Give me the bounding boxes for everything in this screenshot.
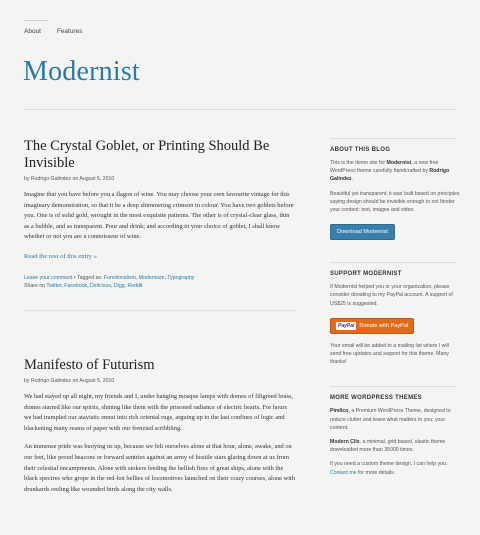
widget-text: Your email will be added to a mailing list where I will send free updates and support for this theme. Many thanks! — [330, 342, 449, 366]
post-separator — [24, 310, 296, 311]
site-title[interactable]: Modernist — [23, 56, 140, 87]
share-twitter[interactable]: Twitter — [46, 282, 62, 289]
share-digg[interactable]: Digg — [113, 282, 125, 289]
sidebar — [330, 138, 460, 483]
tagged-label: • Tagged as: — [72, 274, 104, 281]
paypal-logo-icon: PayPal — [338, 322, 355, 329]
post-byline: by Rodrigo Galindez on August 5, 2010 — [24, 176, 115, 182]
leave-comment-link[interactable]: Leave your comment — [24, 274, 73, 281]
share-reddit[interactable]: Reddit — [127, 282, 143, 289]
share-facebook[interactable]: Facebook — [64, 282, 88, 289]
post-title[interactable]: The Crystal Goblet, or Printing Should Be Invisible — [24, 138, 270, 171]
tag-functionalism[interactable]: Functionalism — [103, 274, 136, 281]
widget-text: Beautiful yet transparent, it was built based on principles saying design should be invisible enough to not hinder your content: text, images and video. — [330, 190, 460, 214]
post-manifesto-futurism — [24, 357, 296, 503]
theme-modern-clix: Modern Clix, a minimal, grid based, elastic theme downloaded more than 35000 times. — [330, 439, 446, 454]
widget-divider — [330, 386, 456, 387]
widget-heading: ABOUT THIS BLOG — [330, 147, 391, 153]
widget-heading: MORE WORDPRESS THEMES — [330, 395, 422, 402]
pimlico-link[interactable]: Pimlico — [330, 408, 349, 415]
widget-text: This is the demo site for Modernist, a new free WordPress theme carefully handcrafted by Rodrigo Galindez. — [330, 160, 450, 183]
top-rule — [24, 20, 48, 21]
widget-divider — [330, 138, 456, 139]
post-paragraph: An immense pride was buoying us up, because we felt ourselves alone at that hour, alone, awake, and on our feet, like proud beacons or forward sentries against an army of hostile stars glaring down at us from their celestial encampments. Alone with stokers feeding the hellish fires of great ships, alone with the black spectres who grope in the red-hot bellies of locomotives launched on their crazy courses, alone with drunkards reeling like wounded birds along the city walls. — [24, 443, 295, 493]
post-paragraph: We had stayed up all night, my friends and I, under hanging mosque lamps with domes of filigreed brass, domes starred like our spirits, shining like them with the prisoned radiance of electric hearts. For hours we had trampled our atavistic ennui into rich oriental rugs, arguing up to the last confines of logic and blackening many reams of paper with our frenzied scribbling. — [24, 393, 294, 432]
tag-typography[interactable]: Typography — [167, 274, 195, 281]
post-title[interactable]: Manifesto of Futurism — [24, 357, 155, 373]
donate-paypal-button[interactable] — [330, 318, 414, 334]
custom-design-text: If you need a custom theme design, I can help you. Contact me for more details. — [330, 461, 448, 476]
widget-about — [330, 138, 460, 240]
share-label: Share on — [24, 282, 47, 289]
share-delicious[interactable]: Delicious — [89, 282, 112, 289]
post-crystal-goblet — [24, 138, 296, 311]
tag-modernism[interactable]: Modernism — [138, 274, 165, 281]
read-more-link[interactable]: Read the rest of this entry » — [24, 252, 97, 260]
post-meta: Leave your comment • Tagged as: Functionalism, Modernism, Typography Share on Twitter, Facebook, Delicious, Digg, Reddit — [24, 274, 195, 289]
header-divider — [24, 109, 456, 110]
donate-label: Donate with PayPal — [359, 322, 409, 329]
nav-about-link[interactable]: About — [24, 28, 41, 35]
widget-support — [330, 262, 460, 366]
widget-heading: SUPPORT MODERNIST — [330, 271, 402, 278]
widget-divider — [330, 262, 456, 263]
contact-me-link[interactable]: Contact me — [330, 469, 357, 476]
nav-features-link[interactable]: Features — [56, 28, 83, 35]
post-paragraph: Imagine that you have before you a flagon of wine. You may choose your own favourite vintage for this imaginary demonstration, so that it be a deep shimmering crimson in colour. You have two goblets before you. One is of solid gold, wrought in the most exquisite patterns. The other is of crystal-clear glass, thin as a bubble, and as transparent. Pour and drink; and according to your choice of goblet, I shall know whether or not you are a connoisseur of wine. — [24, 191, 294, 241]
widget-more-themes — [330, 386, 460, 476]
main-nav — [24, 28, 96, 35]
theme-pimlico: Pimlico, a Premium WordPress Theme, designed to reduce clutter and leave what matters to you: your content. — [330, 408, 451, 431]
download-modernist-button[interactable]: Download Modernist — [330, 224, 395, 240]
modern-clix-link[interactable]: Modern Clix — [330, 439, 360, 446]
widget-text: If Modernist helped you or your organization, please consider donating to my PayPal account. A support of US$25 is suggested. — [330, 284, 453, 307]
post-byline: by Rodrigo Galindez on August 5, 2010 — [24, 378, 115, 384]
